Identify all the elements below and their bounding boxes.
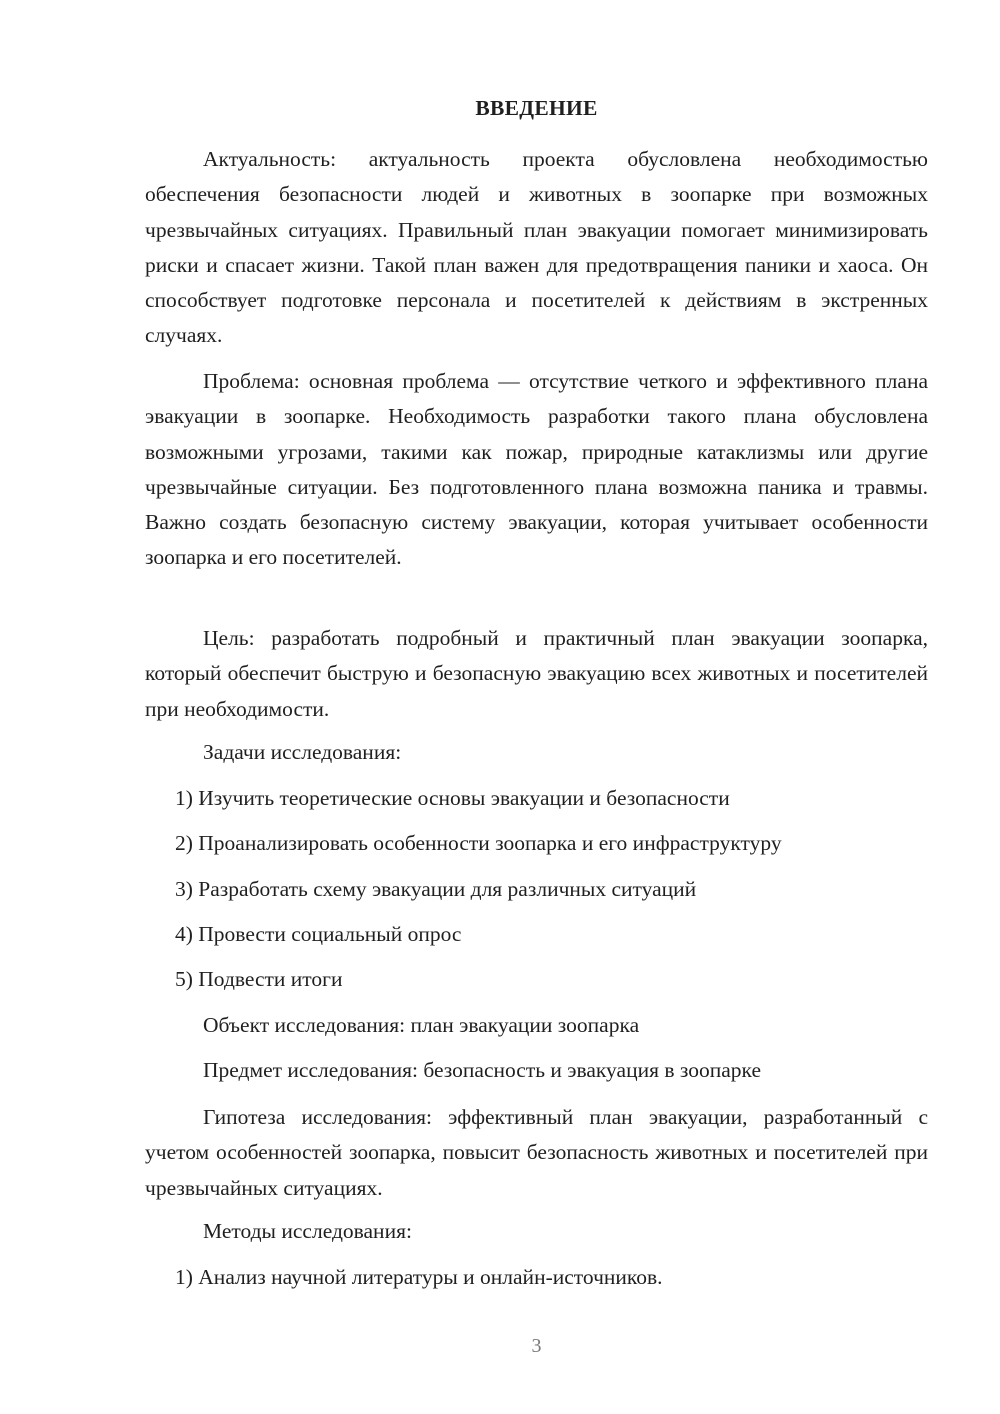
research-subject: Предмет исследования: безопасность и эвакуация в зоопарке (203, 1058, 761, 1082)
research-object: Объект исследования: план эвакуации зоопарка (203, 1013, 640, 1037)
problem-paragraph: Проблема: основная проблема — отсутствие четкого и эффективного плана эвакуации в зоопарке. Необходимость разработки такого плана обусловлена возможными угрозами, такими как пожар, природные катаклизмы или другие чрезвычайные ситуации. Без подготовленного плана возможна паника и травмы. Важно создать безопасную систему эвакуации, которая учитывает особенности зоопарка и его посетителей. (145, 369, 928, 570)
task-item-5: 5) Подвести итоги (175, 967, 343, 991)
relevance-paragraph: Актуальность: актуальность проекта обусловлена необходимостью обеспечения безопасности людей и животных в зоопарке при возможных чрезвычайных ситуациях. Правильный план эвакуации помогает минимизировать риски и спасает жизни. Такой план важен для предотвращения паники и хаоса. Он способствует подготовке персонала и посетителей к действиям в экстренных случаях. (145, 147, 928, 348)
task-item-1: 1) Изучить теоретические основы эвакуации и безопасности (175, 786, 730, 810)
page-title: ВВЕДЕНИЕ (475, 96, 598, 120)
page-number: 3 (531, 1335, 542, 1357)
methods-heading: Методы исследования: (203, 1219, 412, 1243)
method-item-1: 1) Анализ научной литературы и онлайн-источников. (175, 1265, 663, 1289)
task-item-2: 2) Проанализировать особенности зоопарка и его инфраструктуру (175, 831, 782, 855)
goal-paragraph: Цель: разработать подробный и практичный план эвакуации зоопарка, который обеспечит быструю и безопасную эвакуацию всех животных и посетителей при необходимости. (145, 626, 928, 721)
tasks-heading: Задачи исследования: (203, 740, 402, 764)
hypothesis-paragraph: Гипотеза исследования: эффективный план эвакуации, разработанный с учетом особенностей зоопарка, повысит безопасность животных и посетителей при чрезвычайных ситуациях. (145, 1105, 928, 1200)
task-item-3: 3) Разработать схему эвакуации для различных ситуаций (175, 877, 697, 901)
task-item-4: 4) Провести социальный опрос (175, 922, 462, 946)
